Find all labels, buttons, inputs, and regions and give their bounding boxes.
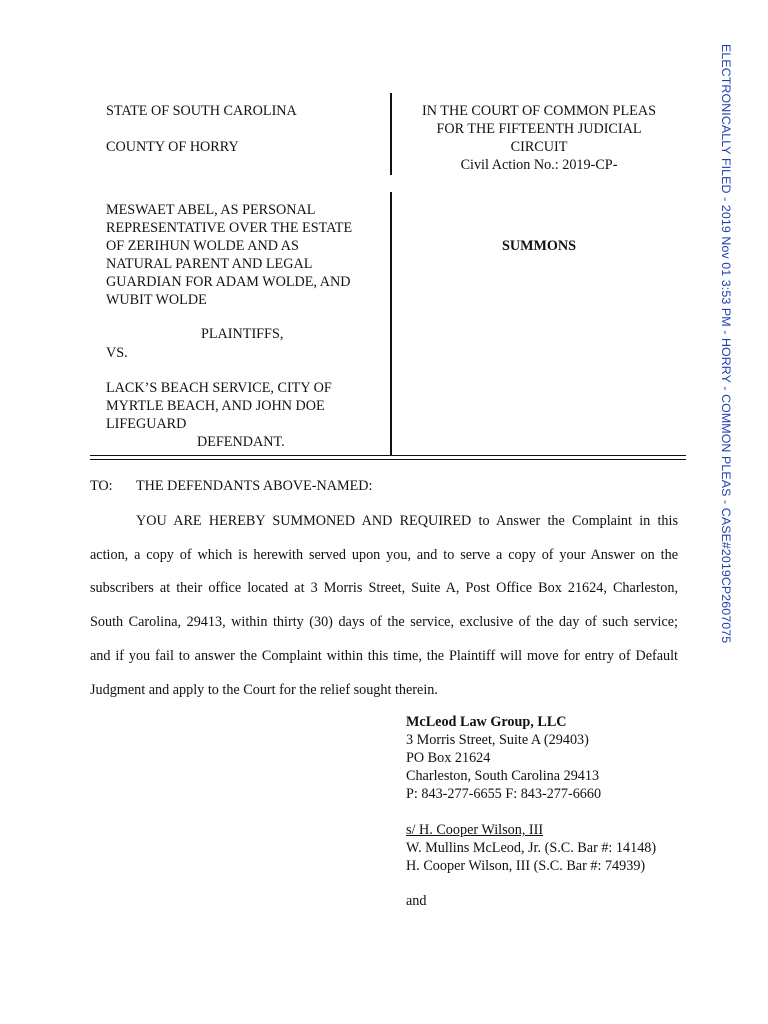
plaintiffs-label: PLAINTIFFS, <box>201 326 284 342</box>
paragraph-line: Judgment and apply to the Court for the relief sought therein. <box>90 682 438 698</box>
paragraph-line: action, a copy of which is herewith served upon you, and to serve a copy of your Answer on the <box>90 547 678 563</box>
plaintiff-names <box>106 201 352 309</box>
plaintiff-line: OF ZERIHUN WOLDE AND AS <box>106 238 299 254</box>
plaintiff-line: REPRESENTATIVE OVER THE ESTATE <box>106 220 353 236</box>
county-name: COUNTY OF HORRY <box>106 139 239 155</box>
defendant-line: LIFEGUARD <box>106 416 187 432</box>
plaintiff-line: WUBIT WOLDE <box>106 292 207 308</box>
electronic-filing-stamp <box>711 44 735 684</box>
electronic-signature: s/ H. Cooper Wilson, III <box>406 822 544 838</box>
paragraph-line: YOU ARE HEREBY SUMMONED AND REQUIRED to Answer the Complaint in this <box>136 513 678 529</box>
caption-rule-upper <box>90 455 686 456</box>
caption-rule-lower <box>90 459 686 460</box>
attorney-line: W. Mullins McLeod, Jr. (S.C. Bar #: 14148) <box>406 840 657 856</box>
caption-divider-bottom <box>390 192 392 456</box>
firm-phone-fax: P: 843-277-6655 F: 843-277-6660 <box>406 786 602 802</box>
document-title: SUMMONS <box>501 238 577 254</box>
firm-address-line: PO Box 21624 <box>406 750 491 766</box>
defendant-label: DEFENDANT. <box>197 434 285 450</box>
plaintiff-line: NATURAL PARENT AND LEGAL <box>106 256 313 272</box>
court-block <box>404 102 674 174</box>
court-line: IN THE COURT OF COMMON PLEAS <box>422 103 656 119</box>
filing-stamp-text: ELECTRONICALLY FILED - 2019 Nov 01 3:53 PM - HORRY - COMMON PLEAS - CASE#2019CP2607075 <box>719 44 733 644</box>
firm-address-line: 3 Morris Street, Suite A (29403) <box>406 732 589 748</box>
defendant-line: LACK’S BEACH SERVICE, CITY OF <box>106 380 332 396</box>
defendant-names <box>106 379 332 433</box>
court-line: FOR THE FIFTEENTH JUDICIAL <box>436 121 642 137</box>
versus-label: VS. <box>106 345 128 361</box>
law-firm-name: McLeod Law Group, LLC <box>406 714 567 730</box>
plaintiff-line: MESWAET ABEL, AS PERSONAL <box>106 202 316 218</box>
to-label: TO: <box>90 478 113 494</box>
plaintiff-line: GUARDIAN FOR ADAM WOLDE, AND <box>106 274 351 290</box>
state-name: STATE OF SOUTH CAROLINA <box>106 103 297 119</box>
attorney-line: H. Cooper Wilson, III (S.C. Bar #: 74939) <box>406 858 646 874</box>
addressee: THE DEFENDANTS ABOVE-NAMED: <box>136 478 373 494</box>
firm-address-line: Charleston, South Carolina 29413 <box>406 768 600 784</box>
paragraph-line: and if you fail to answer the Complaint within this time, the Plaintiff will move for entry of Default <box>90 648 678 664</box>
court-line: CIRCUIT <box>510 139 568 155</box>
and-text: and <box>406 893 427 909</box>
defendant-line: MYRTLE BEACH, AND JOHN DOE <box>106 398 325 414</box>
caption-divider-top <box>390 93 392 175</box>
paragraph-line: South Carolina, 29413, within thirty (30) days of the service, exclusive of the day of such service; <box>90 614 678 630</box>
paragraph-line: subscribers at their office located at 3 Morris Street, Suite A, Post Office Box 21624, Charleston, <box>90 580 678 596</box>
civil-action-number: Civil Action No.: 2019-CP- <box>460 157 618 173</box>
